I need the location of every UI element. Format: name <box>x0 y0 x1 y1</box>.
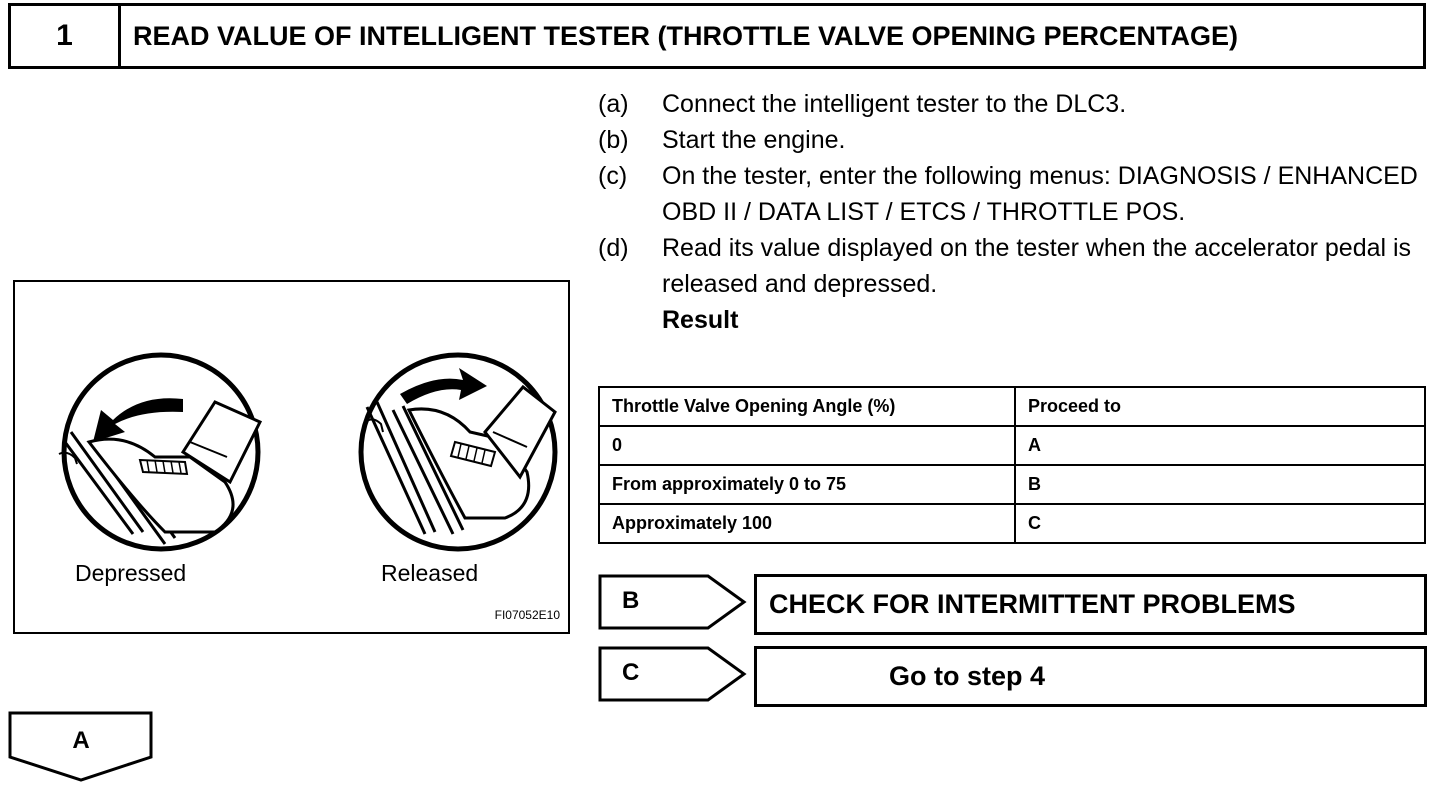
step-header <box>8 3 1426 69</box>
figure-code: FI07052E10 <box>494 608 560 622</box>
table-cell: Approximately 100 <box>599 504 1015 543</box>
table-row <box>599 504 1425 543</box>
instruction-label: (b) <box>598 126 629 154</box>
instruction-item <box>598 230 1428 302</box>
outcome-c-action <box>754 646 1427 707</box>
table-cell: 0 <box>599 426 1015 465</box>
table-header-row <box>599 387 1425 426</box>
depressed-pedal-drawing <box>59 355 260 549</box>
table-row <box>599 465 1425 504</box>
result-table <box>598 386 1426 544</box>
instruction-label: (c) <box>598 162 628 190</box>
table-cell: C <box>1015 504 1425 543</box>
outcome-action-text: CHECK FOR INTERMITTENT PROBLEMS <box>769 589 1296 619</box>
outcome-a-tag <box>8 711 154 783</box>
result-label: Result <box>662 306 739 334</box>
tag-arrow-shape <box>598 646 748 702</box>
pedal-figure <box>13 280 570 634</box>
step-title: READ VALUE OF INTELLIGENT TESTER (THROTTLE VALVE OPENING PERCENTAGE) <box>133 20 1239 51</box>
instruction-text: Read its value displayed on the tester when the accelerator pedal is released and depressed. <box>662 234 1412 298</box>
depressed-label: Depressed <box>75 560 187 586</box>
released-label: Released <box>381 560 479 586</box>
outcome-letter: C <box>622 659 640 686</box>
column-header: Proceed to <box>1015 387 1425 426</box>
instruction-label: (a) <box>598 90 629 118</box>
instruction-text: Connect the intelligent tester to the DLC3. <box>662 90 1127 118</box>
instruction-list <box>598 86 1428 338</box>
column-header: Throttle Valve Opening Angle (%) <box>599 387 1015 426</box>
table-row <box>599 426 1425 465</box>
table-cell: B <box>1015 465 1425 504</box>
instruction-item <box>598 86 1428 122</box>
tag-arrow-shape <box>598 574 748 630</box>
instruction-item <box>598 158 1428 230</box>
instruction-text: On the tester, enter the following menus: DIAGNOSIS / ENHANCED OBD II / DATA LIST / ETCS / THROTTLE POS. <box>662 162 1418 226</box>
step-number: 1 <box>11 6 121 66</box>
outcome-b-tag <box>598 574 748 630</box>
instruction-label: (d) <box>598 234 629 262</box>
outcome-action-text: Go to step 4 <box>889 661 1046 691</box>
outcome-c-tag <box>598 646 748 702</box>
outcome-letter: A <box>72 727 90 754</box>
outcome-b-action <box>754 574 1427 635</box>
table-cell: A <box>1015 426 1425 465</box>
outcome-letter: B <box>622 587 640 614</box>
table-cell: From approximately 0 to 75 <box>599 465 1015 504</box>
instruction-text: Start the engine. <box>662 126 846 154</box>
released-pedal-drawing <box>361 355 555 549</box>
instruction-item <box>598 122 1428 158</box>
